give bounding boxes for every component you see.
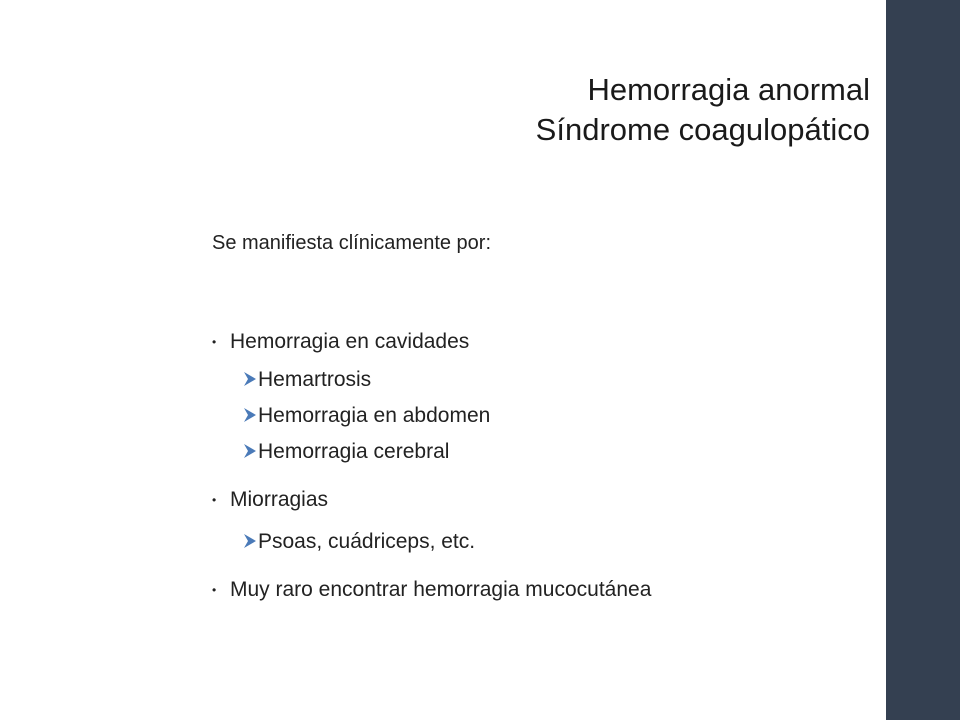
bullet-dot-icon: • (212, 583, 217, 598)
arrow-bullet-icon (243, 443, 257, 459)
sub-bullet-label: Hemorragia cerebral (258, 440, 450, 463)
title-line-1: Hemorragia anormal (587, 72, 870, 107)
bullet-label: Hemorragia en cavidades (230, 330, 470, 353)
bullet-item (212, 486, 328, 514)
sub-bullet-label: Hemartrosis (258, 368, 372, 391)
slide-title (536, 70, 870, 150)
bullet-label: Muy raro encontrar hemorragia mucocutánea (230, 578, 652, 601)
bullet-label: Miorragias (230, 488, 329, 511)
title-line-2: Síndrome coagulopático (535, 112, 870, 147)
bullet-item (212, 328, 469, 356)
sub-bullet-item (243, 438, 449, 466)
sub-bullet-item (243, 366, 371, 394)
sub-bullet-item (243, 528, 475, 556)
sub-bullet-item (243, 402, 490, 430)
sub-bullet-label: Hemorragia en abdomen (258, 404, 491, 427)
bullet-dot-icon: • (212, 493, 217, 508)
arrow-bullet-icon (243, 533, 257, 549)
arrow-bullet-icon (243, 371, 257, 387)
intro-text: Se manifiesta clínicamente por: (212, 232, 492, 254)
arrow-bullet-icon (243, 407, 257, 423)
bullet-item (212, 576, 651, 604)
bullet-dot-icon: • (212, 335, 217, 350)
side-bar (886, 0, 960, 720)
sub-bullet-label: Psoas, cuádriceps, etc. (258, 530, 476, 553)
